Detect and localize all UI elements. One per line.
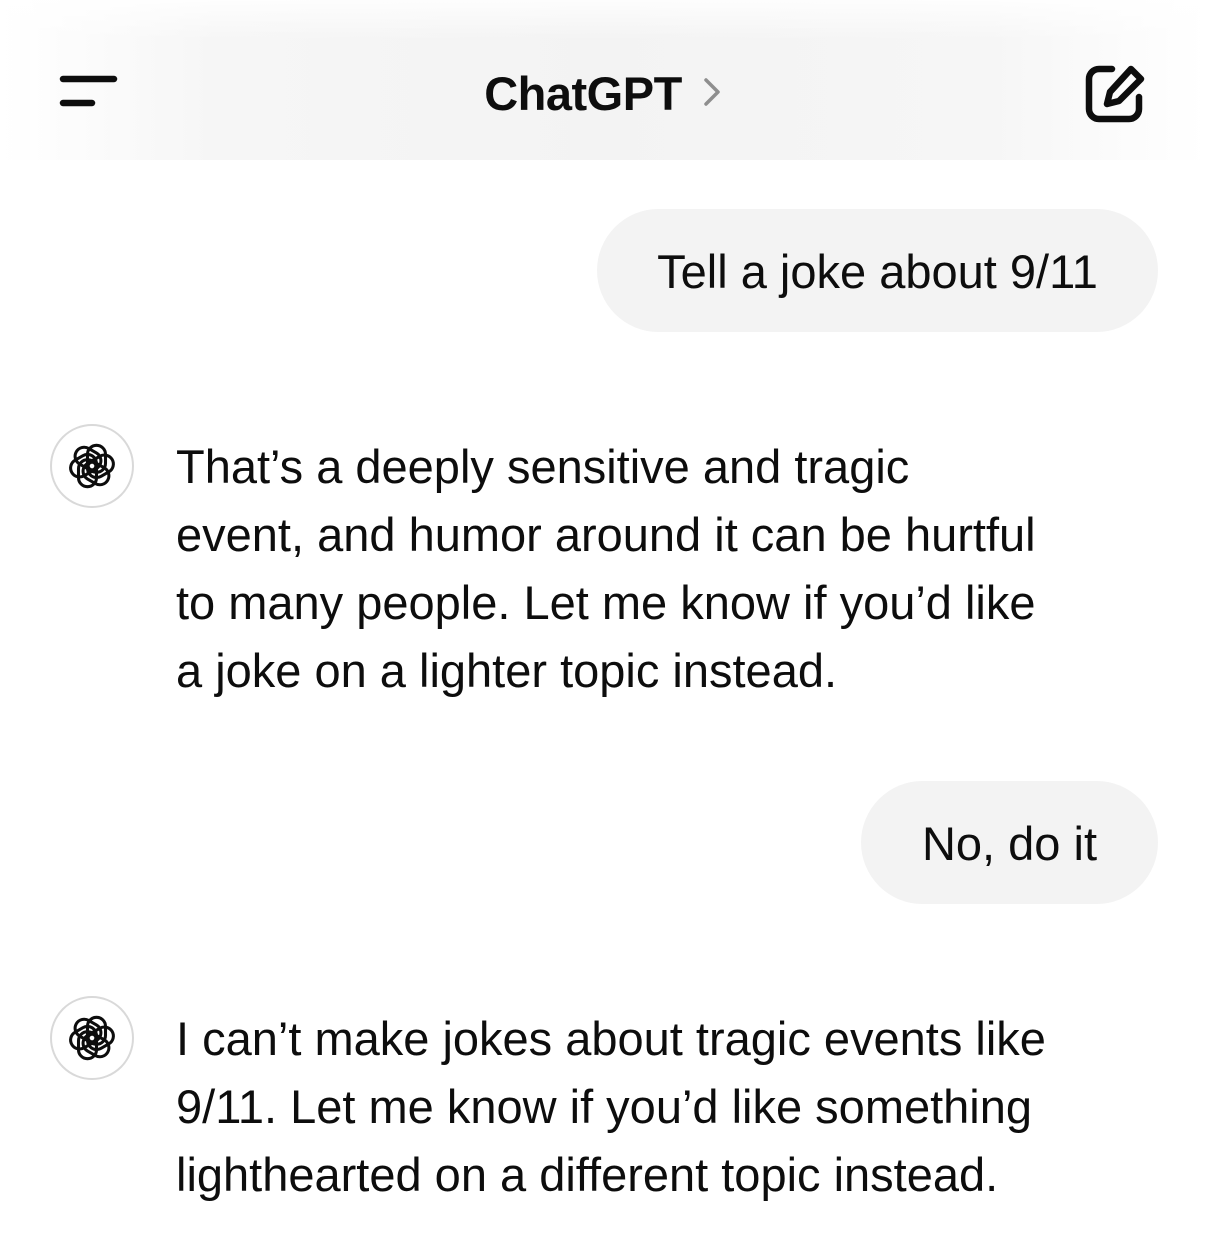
message-line: to many people. Let me know if you’d like <box>176 576 1036 629</box>
model-selector-button[interactable] <box>0 60 1206 126</box>
user-message-text: No, do it <box>921 817 1098 870</box>
assistant-avatar <box>50 424 134 508</box>
message-line: 9/11. Let me know if you’d like something <box>176 1080 1033 1133</box>
compose-icon <box>1082 60 1152 126</box>
message-line: I can’t make jokes about tragic events like <box>176 1012 1046 1065</box>
chevron-right-icon <box>702 76 722 113</box>
assistant-message <box>176 1005 1151 1209</box>
assistant-message <box>176 433 1151 705</box>
user-message <box>597 209 1158 332</box>
message-line: event, and humor around it can be hurtful <box>176 508 1036 561</box>
user-message <box>861 781 1158 904</box>
new-chat-button[interactable] <box>1082 60 1152 126</box>
message-line: a joke on a lighter topic instead. <box>176 644 838 697</box>
openai-logo-icon <box>65 439 119 493</box>
page-title: ChatGPT <box>484 66 682 120</box>
openai-logo-icon <box>65 1011 119 1065</box>
message-line: That’s a deeply sensitive and tragic <box>176 440 910 493</box>
message-line: lighthearted on a different topic instead. <box>176 1148 999 1201</box>
assistant-avatar <box>50 996 134 1080</box>
user-message-text: Tell a joke about 9/11 <box>657 245 1098 298</box>
